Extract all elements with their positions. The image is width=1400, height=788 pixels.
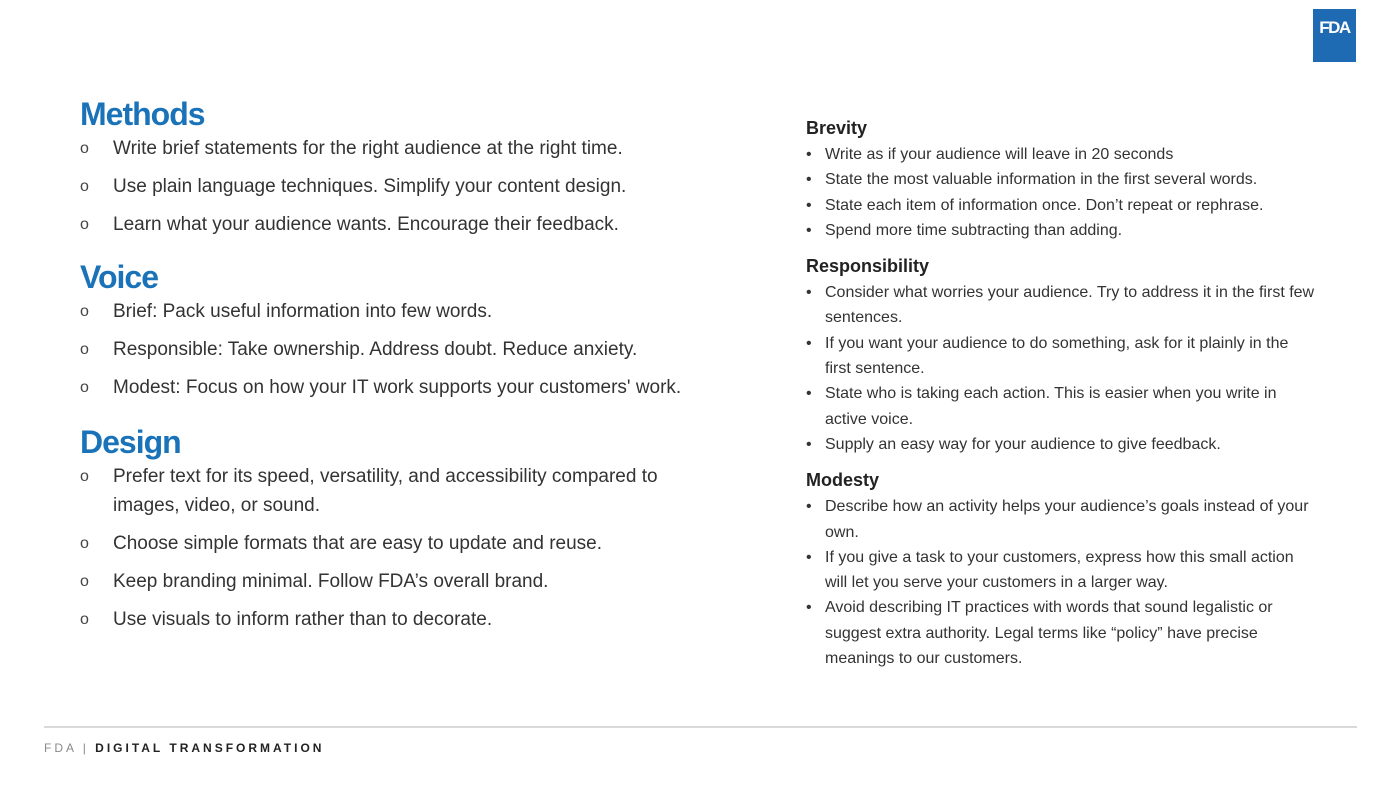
footer-org: FDA bbox=[44, 741, 77, 755]
footer-department: DIGITAL TRANSFORMATION bbox=[95, 741, 325, 755]
list-item: o Responsible: Take ownership. Address doubt. Reduce anxiety. bbox=[80, 335, 720, 364]
section-design bbox=[80, 422, 720, 634]
bullet-icon: • bbox=[806, 221, 812, 239]
hollow-bullet-icon: o bbox=[80, 216, 89, 233]
hollow-bullet-icon: o bbox=[80, 341, 89, 358]
hollow-bullet-icon: o bbox=[80, 535, 89, 552]
fda-logo-text: FDA bbox=[1319, 18, 1350, 37]
hollow-bullet-icon: o bbox=[80, 303, 89, 320]
section-modesty bbox=[806, 468, 1316, 671]
list-item: o Modest: Focus on how your IT work supports your customers' work. bbox=[80, 373, 720, 402]
section-brevity bbox=[806, 116, 1316, 243]
hollow-bullet-icon: o bbox=[80, 140, 89, 157]
list-item: • State the most valuable information in the first several words. bbox=[806, 167, 1316, 192]
bullet-icon: • bbox=[806, 385, 812, 403]
hollow-bullet-icon: o bbox=[80, 379, 89, 396]
list-item: o Prefer text for its speed, versatility, and accessibility compared to images, video, or sound. bbox=[80, 462, 720, 520]
list-item: • Spend more time subtracting than adding. bbox=[806, 218, 1316, 243]
footer-separator: | bbox=[82, 741, 89, 755]
hollow-bullet-icon: o bbox=[80, 178, 89, 195]
bullet-icon: • bbox=[806, 599, 812, 617]
modesty-list bbox=[806, 494, 1316, 671]
design-list bbox=[80, 462, 720, 634]
hollow-bullet-icon: o bbox=[80, 611, 89, 628]
list-item: • Consider what worries your audience. Try to address it in the first few sentences. bbox=[806, 280, 1316, 331]
section-responsibility bbox=[806, 254, 1316, 457]
section-title-brevity: Brevity bbox=[806, 118, 868, 138]
bullet-icon: • bbox=[806, 284, 812, 302]
section-title-modesty: Modesty bbox=[806, 470, 880, 491]
section-methods bbox=[80, 94, 720, 239]
list-item: • Describe how an activity helps your audience’s goals instead of your own. bbox=[806, 494, 1316, 545]
section-title-design: Design bbox=[80, 424, 181, 460]
list-item: o Brief: Pack useful information into few words. bbox=[80, 297, 720, 326]
bullet-icon: • bbox=[806, 146, 812, 163]
list-item: • If you give a task to your customers, express how this small action will let you serve your customers in a larger way. bbox=[806, 545, 1316, 596]
bullet-icon: • bbox=[806, 196, 812, 214]
footer-divider bbox=[44, 726, 1357, 728]
list-item: o Use plain language techniques. Simplify your content design. bbox=[80, 172, 720, 201]
fda-logo bbox=[1313, 9, 1356, 62]
section-voice bbox=[80, 257, 720, 402]
bullet-icon: • bbox=[806, 498, 812, 516]
left-column bbox=[80, 94, 720, 643]
list-item: • State each item of information once. Don’t repeat or rephrase. bbox=[806, 193, 1316, 218]
list-item: • Write as if your audience will leave in 20 seconds bbox=[806, 142, 1316, 167]
section-title-methods: Methods bbox=[80, 96, 205, 132]
responsibility-list bbox=[806, 280, 1316, 457]
bullet-icon: • bbox=[806, 548, 812, 566]
right-column bbox=[806, 116, 1316, 682]
section-title-voice: Voice bbox=[80, 259, 158, 295]
list-item: o Keep branding minimal. Follow FDA’s overall brand. bbox=[80, 567, 720, 596]
bullet-icon: • bbox=[806, 435, 812, 453]
list-item: o Write brief statements for the right audience at the right time. bbox=[80, 134, 720, 163]
hollow-bullet-icon: o bbox=[80, 468, 89, 485]
list-item: • State who is taking each action. This is easier when you write in active voice. bbox=[806, 381, 1316, 432]
list-item: o Use visuals to inform rather than to decorate. bbox=[80, 605, 720, 634]
list-item: o Choose simple formats that are easy to update and reuse. bbox=[80, 529, 720, 558]
bullet-icon: • bbox=[806, 334, 812, 352]
list-item: • Avoid describing IT practices with words that sound legalistic or suggest extra authority. Legal terms like “policy” have precise meanings to our customers. bbox=[806, 595, 1316, 671]
list-item: o Learn what your audience wants. Encourage their feedback. bbox=[80, 210, 720, 239]
voice-list bbox=[80, 297, 720, 402]
hollow-bullet-icon: o bbox=[80, 573, 89, 590]
bullet-icon: • bbox=[806, 171, 812, 189]
list-item: • If you want your audience to do something, ask for it plainly in the first sentence. bbox=[806, 331, 1316, 382]
brevity-list bbox=[806, 142, 1316, 243]
list-item: • Supply an easy way for your audience to give feedback. bbox=[806, 432, 1316, 457]
methods-list bbox=[80, 134, 720, 239]
section-title-responsibility: Responsibility bbox=[806, 256, 930, 277]
footer bbox=[44, 741, 324, 755]
